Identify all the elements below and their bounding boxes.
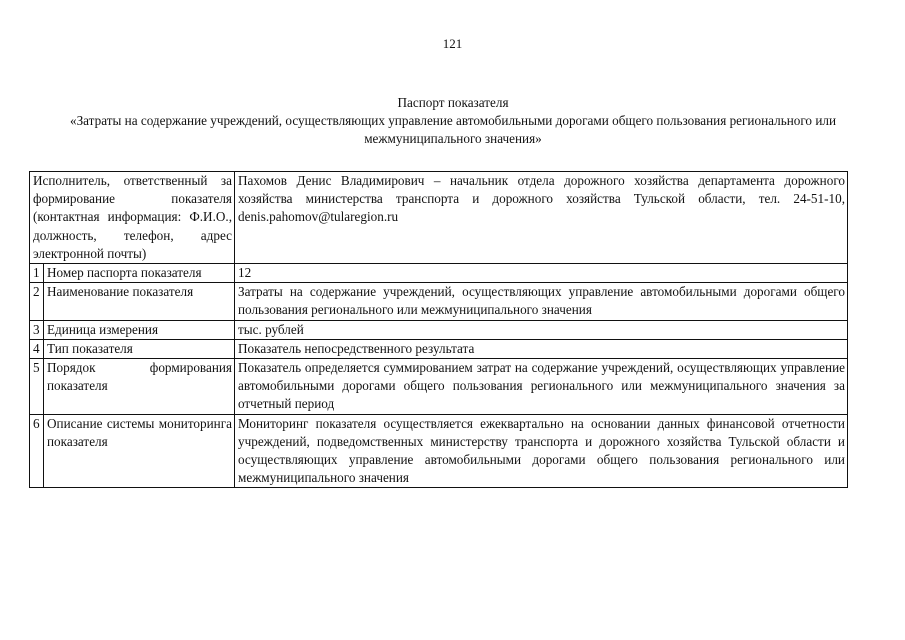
table-row bbox=[30, 414, 848, 488]
table-row bbox=[30, 283, 848, 320]
table-row bbox=[30, 339, 848, 358]
row-label: Номер паспорта показателя bbox=[44, 264, 235, 283]
row-number: 2 bbox=[30, 283, 44, 320]
executor-label: Исполнитель, ответственный за формирование показателя (контактная информация: Ф.И.О., должность, телефон, адрес электронной почты) bbox=[30, 172, 235, 264]
row-label: Описание системы мониторинга показателя bbox=[44, 414, 235, 488]
title-line-1: Паспорт показателя bbox=[397, 95, 509, 110]
title-line-2: «Затраты на содержание учреждений, осуществляющих управление автомобильными дорогами общего пользования регионального или межмуниципального значения» bbox=[69, 113, 837, 146]
row-number: 4 bbox=[30, 339, 44, 358]
row-value: Затраты на содержание учреждений, осуществляющих управление автомобильными дорогами общего пользования регионального или межмуниципального значения bbox=[235, 283, 848, 320]
row-number: 5 bbox=[30, 359, 44, 415]
row-label: Порядок формирования показателя bbox=[44, 359, 235, 415]
row-label: Тип показателя bbox=[44, 339, 235, 358]
row-value: Мониторинг показателя осуществляется ежеквартально на основании данных финансовой отчетности учреждений, подведомственных министерству транспорта и дорожного хозяйства Тульской области и осуществляющих управление автомобильными дорогами общего пользования регионального или межмуниципального значения bbox=[235, 414, 848, 488]
row-label: Наименование показателя bbox=[44, 283, 235, 320]
row-number: 6 bbox=[30, 414, 44, 488]
row-label: Единица измерения bbox=[44, 320, 235, 339]
row-value: Показатель определяется суммированием затрат на содержание учреждений, осуществляющих управление автомобильными дорогами общего пользования регионального или межмуниципального значения за отчетный период bbox=[235, 359, 848, 415]
table-row bbox=[30, 264, 848, 283]
document-title bbox=[20, 94, 886, 148]
table-row bbox=[30, 359, 848, 415]
table-row bbox=[30, 320, 848, 339]
row-value: Показатель непосредственного результата bbox=[235, 339, 848, 358]
table-row-executor bbox=[30, 172, 848, 264]
row-number: 3 bbox=[30, 320, 44, 339]
executor-value: Пахомов Денис Владимирович – начальник отдела дорожного хозяйства департамента дорожного хозяйства министерства транспорта и дорожного хозяйства Тульской области, тел. 24-51-10, denis.pahomov@tularegion.ru bbox=[235, 172, 848, 264]
row-value: 12 bbox=[235, 264, 848, 283]
page-number: 121 bbox=[442, 36, 463, 51]
row-number: 1 bbox=[30, 264, 44, 283]
row-value: тыс. рублей bbox=[235, 320, 848, 339]
passport-table bbox=[29, 171, 848, 488]
